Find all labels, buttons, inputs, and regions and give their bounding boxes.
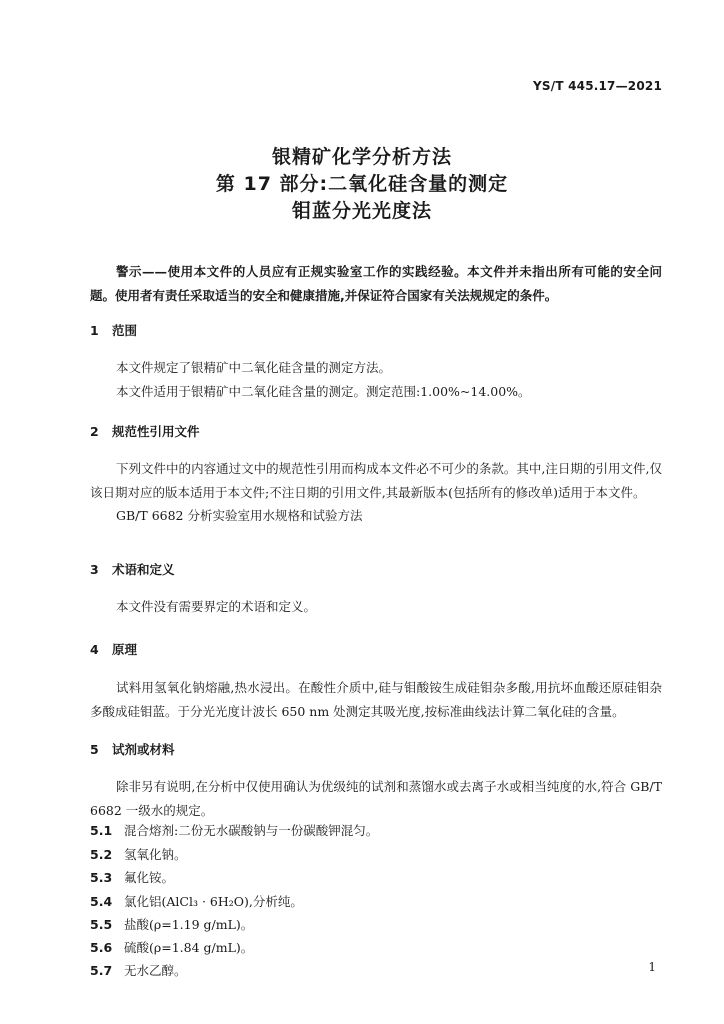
page-number: 1 <box>648 960 656 974</box>
item-text: 氯化铝(AlCl₃ · 6H₂O),分析纯。 <box>124 894 303 909</box>
section-3-heading <box>90 560 175 578</box>
section-1-body <box>90 356 662 403</box>
item-text: 盐酸(ρ=1.19 g/mL)。 <box>124 917 254 932</box>
reagent-item <box>90 845 187 863</box>
item-number: 5.6 <box>90 940 113 955</box>
paragraph: 本文件没有需要界定的术语和定义。 <box>116 599 317 614</box>
item-text: 氟化铵。 <box>124 870 175 885</box>
title-line-3: 钼蓝分光光度法 <box>291 200 432 222</box>
reagent-item <box>90 892 303 910</box>
section-4-heading <box>90 640 137 658</box>
section-title: 原理 <box>112 642 138 657</box>
item-number: 5.2 <box>90 847 113 862</box>
item-number: 5.1 <box>90 823 113 838</box>
document-title <box>0 144 724 225</box>
section-number: 4 <box>90 642 99 657</box>
title-line-2: 第 17 部分:二氧化硅含量的测定 <box>215 173 509 195</box>
normative-reference: GB/T 6682 分析实验室用水规格和试验方法 <box>116 508 363 523</box>
paragraph: 除非另有说明,在分析中仅使用确认为优级纯的试剂和蒸馏水或去离子水或相当纯度的水,符合 GB/T 6682 一级水的规定。 <box>90 779 662 818</box>
section-number: 3 <box>90 562 99 577</box>
section-title: 术语和定义 <box>112 562 175 577</box>
paragraph: 下列文件中的内容通过文中的规范性引用而构成本文件必不可少的条款。其中,注日期的引用文件,仅该日期对应的版本适用于本文件;不注日期的引用文件,其最新版本(包括所有的修改单)适用于本文件。 <box>90 461 662 500</box>
section-number: 5 <box>90 742 99 757</box>
reagent-item <box>90 915 253 933</box>
paragraph: 本文件适用于银精矿中二氧化硅含量的测定。测定范围:1.00%~14.00%。 <box>116 383 531 399</box>
section-3-body <box>90 595 662 619</box>
section-2-body <box>90 457 662 528</box>
section-number: 1 <box>90 323 99 338</box>
item-text: 无水乙醇。 <box>124 963 187 978</box>
item-text: 氢氧化钠。 <box>124 847 187 862</box>
section-5-heading <box>90 740 175 758</box>
reagent-item <box>90 821 378 839</box>
title-line-1: 银精矿化学分析方法 <box>271 146 452 168</box>
section-number: 2 <box>90 424 99 439</box>
item-number: 5.3 <box>90 870 113 885</box>
section-title: 试剂或材料 <box>112 742 175 757</box>
item-number: 5.7 <box>90 963 113 978</box>
section-5-body <box>90 775 662 822</box>
reagent-item <box>90 868 174 886</box>
item-text: 硫酸(ρ=1.84 g/mL)。 <box>124 940 254 955</box>
item-number: 5.4 <box>90 894 113 909</box>
section-4-body <box>90 676 662 723</box>
paragraph: 试料用氢氧化钠熔融,热水浸出。在酸性介质中,硅与钼酸铵生成硅钼杂多酸,用抗坏血酸还原硅钼杂多酸成硅钼蓝。于分光光度计波长 650 nm 处测定其吸光度,按标准曲线法计算二氧化硅的含量。 <box>90 680 662 719</box>
standard-code: YS/T 445.17—2021 <box>533 79 662 93</box>
section-1-heading <box>90 321 137 339</box>
reagent-item <box>90 961 187 979</box>
section-title: 范围 <box>112 323 138 338</box>
paragraph: 本文件规定了银精矿中二氧化硅含量的测定方法。 <box>116 360 392 375</box>
reagent-item <box>90 938 253 956</box>
warning-paragraph: 警示——使用本文件的人员应有正规实验室工作的实践经验。本文件并未指出所有可能的安全问题。使用者有责任采取适当的安全和健康措施,并保证符合国家有关法规规定的条件。 <box>90 264 662 303</box>
section-title: 规范性引用文件 <box>112 424 200 439</box>
item-number: 5.5 <box>90 917 113 932</box>
item-text: 混合熔剂:二份无水碳酸钠与一份碳酸钾混匀。 <box>124 823 379 838</box>
section-2-heading <box>90 422 200 440</box>
